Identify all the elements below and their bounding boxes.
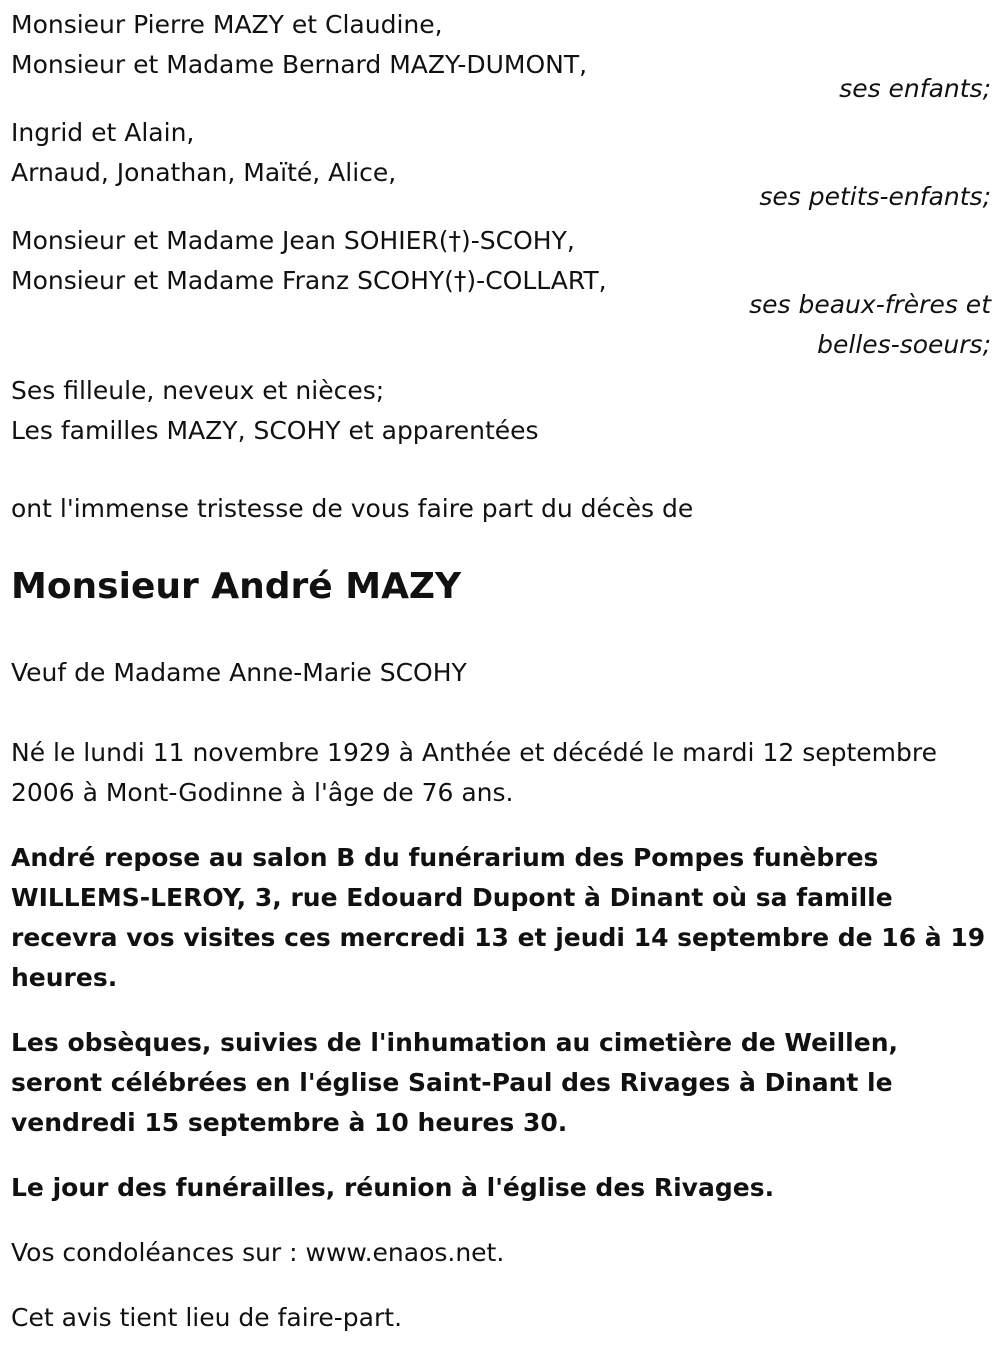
announcement-intro: ont l'immense tristesse de vous faire part du décès de xyxy=(11,494,694,523)
others-line-1: Ses filleule, neveux et nièces; xyxy=(11,376,385,405)
reunion-info: Le jour des funérailles, réunion à l'église des Rivages. xyxy=(11,1173,775,1202)
children-line-1: Monsieur Pierre MAZY et Claudine, xyxy=(11,10,443,39)
grandchildren-line-1: Ingrid et Alain, xyxy=(11,118,195,147)
visitation-info: André repose au salon B du funérarium des Pompes funèbres WILLEMS-LEROY, 3, rue Edouard Dupont à Dinant où sa famille recevra vos visites ces mercredi 13 et jeudi 14 septembre de 16 à 19 heures. xyxy=(11,843,986,992)
inlaws-role-line-2: belles-soeurs; xyxy=(817,330,991,359)
children-role: ses enfants; xyxy=(839,74,991,103)
grandchildren-group xyxy=(11,113,991,217)
inlaws-group xyxy=(11,221,991,365)
birth-death-info: Né le lundi 11 novembre 1929 à Anthée et décédé le mardi 12 septembre 2006 à Mont-Godinne à l'âge de 76 ans. xyxy=(11,738,937,807)
notice-info: Cet avis tient lieu de faire-part. xyxy=(11,1303,403,1332)
other-relatives-group xyxy=(11,371,991,451)
grandchildren-line-2: Arnaud, Jonathan, Maïté, Alice, xyxy=(11,158,397,187)
obituary-notice xyxy=(11,5,991,1363)
children-line-2: Monsieur et Madame Bernard MAZY-DUMONT, xyxy=(11,50,588,79)
inlaws-line-1: Monsieur et Madame Jean SOHIER(†)-SCOHY, xyxy=(11,226,575,255)
children-group xyxy=(11,5,991,109)
condolences-info: Vos condoléances sur : www.enaos.net. xyxy=(11,1238,505,1267)
widow-of: Veuf de Madame Anne-Marie SCOHY xyxy=(11,658,467,687)
others-line-2: Les familles MAZY, SCOHY et apparentées xyxy=(11,416,539,445)
inlaws-role-line-1: ses beaux-frères et xyxy=(749,290,991,319)
inlaws-line-2: Monsieur et Madame Franz SCOHY(†)-COLLART, xyxy=(11,266,607,295)
deceased-name: Monsieur André MAZY xyxy=(11,566,462,607)
grandchildren-role: ses petits-enfants; xyxy=(759,182,991,211)
funeral-info: Les obsèques, suivies de l'inhumation au cimetière de Weillen, seront célébrées en l'église Saint-Paul des Rivages à Dinant le vendredi 15 septembre à 10 heures 30. xyxy=(11,1028,898,1137)
